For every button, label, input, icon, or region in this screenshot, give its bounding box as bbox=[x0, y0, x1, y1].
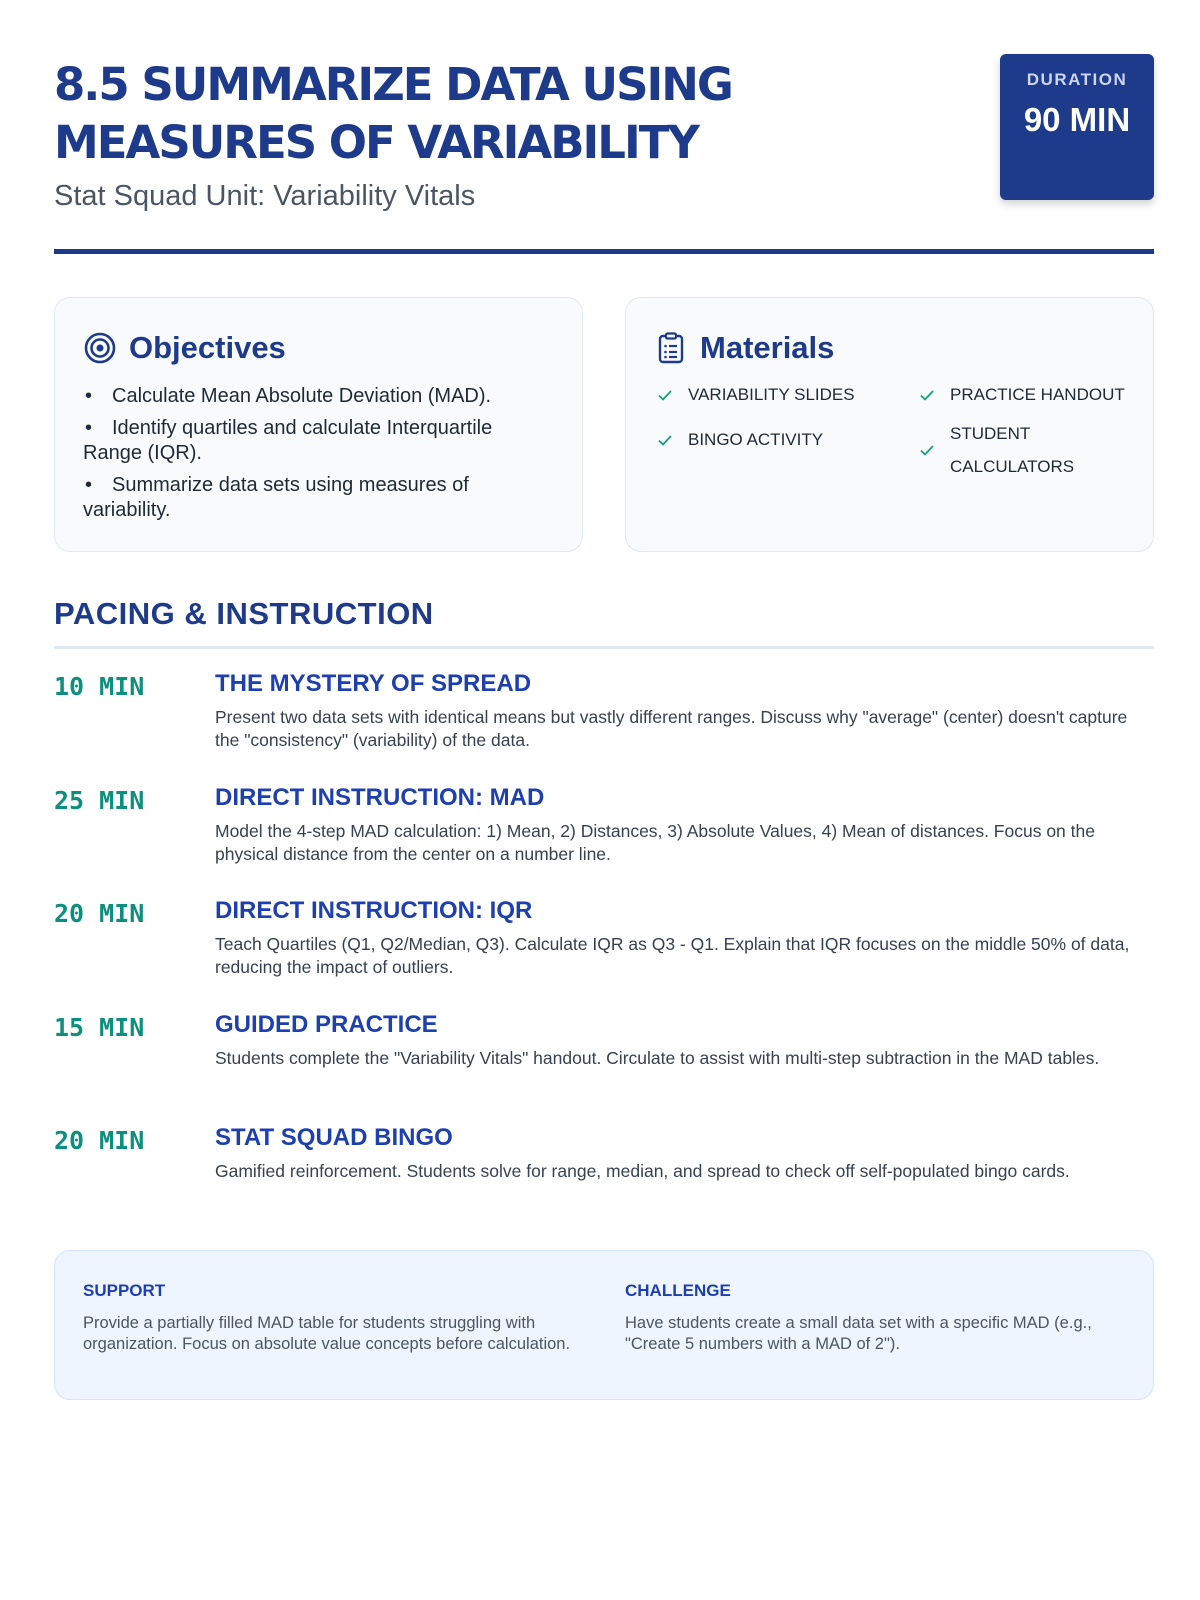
objective-text: Calculate Mean Absolute Deviation (MAD). bbox=[112, 385, 492, 407]
objective-text: Identify quartiles and calculate Interquartile Range (IQR). bbox=[83, 417, 493, 464]
objectives-title: Objectives bbox=[129, 330, 286, 365]
challenge-section bbox=[625, 1281, 1125, 1355]
page-title: 8.5 SUMMARIZE DATA USING MEASURES OF VARIABILITY bbox=[54, 58, 732, 169]
pacing-time: 15 MIN bbox=[54, 1013, 145, 1042]
objectives-header bbox=[83, 330, 286, 366]
bullet: • bbox=[85, 417, 93, 439]
objective-text: Summarize data sets using measures of variability. bbox=[83, 474, 469, 521]
material-label: VARIABILITY SLIDES bbox=[688, 385, 855, 404]
pacing-time: 10 MIN bbox=[54, 672, 145, 701]
pacing-description: Model the 4-step MAD calculation: 1) Mean, 2) Distances, 3) Absolute Values, 4) Mean of distances. Focus on the physical distance from the center on a number line. bbox=[215, 821, 1095, 864]
bullet: • bbox=[85, 474, 93, 496]
pacing-description: Gamified reinforcement. Students solve for range, median, and spread to check off self-populated bingo cards. bbox=[215, 1161, 1070, 1181]
pacing-description: Present two data sets with identical means but vastly different ranges. Discuss why "average" (center) doesn't capture the "consistency" (variability) of the data. bbox=[215, 707, 1128, 750]
objectives-list bbox=[83, 384, 543, 530]
check-icon bbox=[656, 431, 674, 449]
support-section bbox=[83, 1281, 583, 1355]
summary-cards bbox=[54, 297, 1154, 552]
material-item bbox=[656, 429, 823, 451]
check-icon bbox=[918, 441, 936, 459]
challenge-text: Have students create a small data set with a specific MAD (e.g., "Create 5 numbers with a MAD of 2"). bbox=[625, 1314, 1092, 1353]
pacing-heading: DIRECT INSTRUCTION: IQR bbox=[215, 897, 533, 924]
objective-item bbox=[83, 384, 543, 409]
pacing-heading: STAT SQUAD BINGO bbox=[215, 1124, 453, 1151]
materials-card bbox=[625, 297, 1154, 552]
bullet: • bbox=[85, 385, 93, 407]
material-label: PRACTICE HANDOUT bbox=[950, 385, 1125, 404]
pacing-heading: DIRECT INSTRUCTION: MAD bbox=[215, 784, 545, 811]
objective-item bbox=[83, 416, 543, 466]
duration-badge bbox=[1000, 54, 1154, 200]
header-divider bbox=[54, 249, 1154, 254]
material-item bbox=[918, 384, 1125, 406]
materials-header bbox=[654, 330, 834, 366]
page-subtitle: Stat Squad Unit: Variability Vitals bbox=[54, 180, 476, 212]
pacing-time: 20 MIN bbox=[54, 1126, 145, 1155]
support-text: Provide a partially filled MAD table for students struggling with organization. Focus on absolute value concepts before calculation. bbox=[83, 1314, 571, 1353]
pacing-heading: THE MYSTERY OF SPREAD bbox=[215, 670, 532, 697]
pacing-title: PACING & INSTRUCTION bbox=[54, 596, 434, 631]
pacing-description: Teach Quartiles (Q1, Q2/Median, Q3). Calculate IQR as Q3 - Q1. Explain that IQR focuses on the middle 50% of data, reducing the impact of outliers. bbox=[215, 934, 1130, 977]
check-icon bbox=[918, 386, 936, 404]
pacing-time: 25 MIN bbox=[54, 786, 145, 815]
differentiation-box bbox=[54, 1250, 1154, 1400]
pacing-divider bbox=[54, 646, 1154, 649]
duration-label: DURATION bbox=[1026, 70, 1128, 89]
pacing-heading: GUIDED PRACTICE bbox=[215, 1011, 438, 1038]
pacing-description: Students complete the "Variability Vitals" handout. Circulate to assist with multi-step subtraction in the MAD tables. bbox=[215, 1048, 1100, 1068]
material-item bbox=[918, 417, 1118, 483]
material-item bbox=[656, 384, 855, 406]
header bbox=[54, 0, 1154, 256]
challenge-label: CHALLENGE bbox=[625, 1281, 731, 1300]
material-label: BINGO ACTIVITY bbox=[688, 430, 824, 449]
duration-value: 90 MIN bbox=[1023, 101, 1131, 138]
clipboard-icon bbox=[654, 331, 688, 365]
material-label: STUDENT CALCULATORS bbox=[950, 424, 1075, 476]
check-icon bbox=[656, 386, 674, 404]
objectives-card bbox=[54, 297, 583, 552]
support-label: SUPPORT bbox=[83, 1281, 166, 1300]
objective-item bbox=[83, 473, 543, 523]
pacing-time: 20 MIN bbox=[54, 899, 145, 928]
target-icon bbox=[83, 331, 117, 365]
lesson-plan-page bbox=[54, 0, 1154, 1353]
materials-title: Materials bbox=[700, 330, 835, 365]
